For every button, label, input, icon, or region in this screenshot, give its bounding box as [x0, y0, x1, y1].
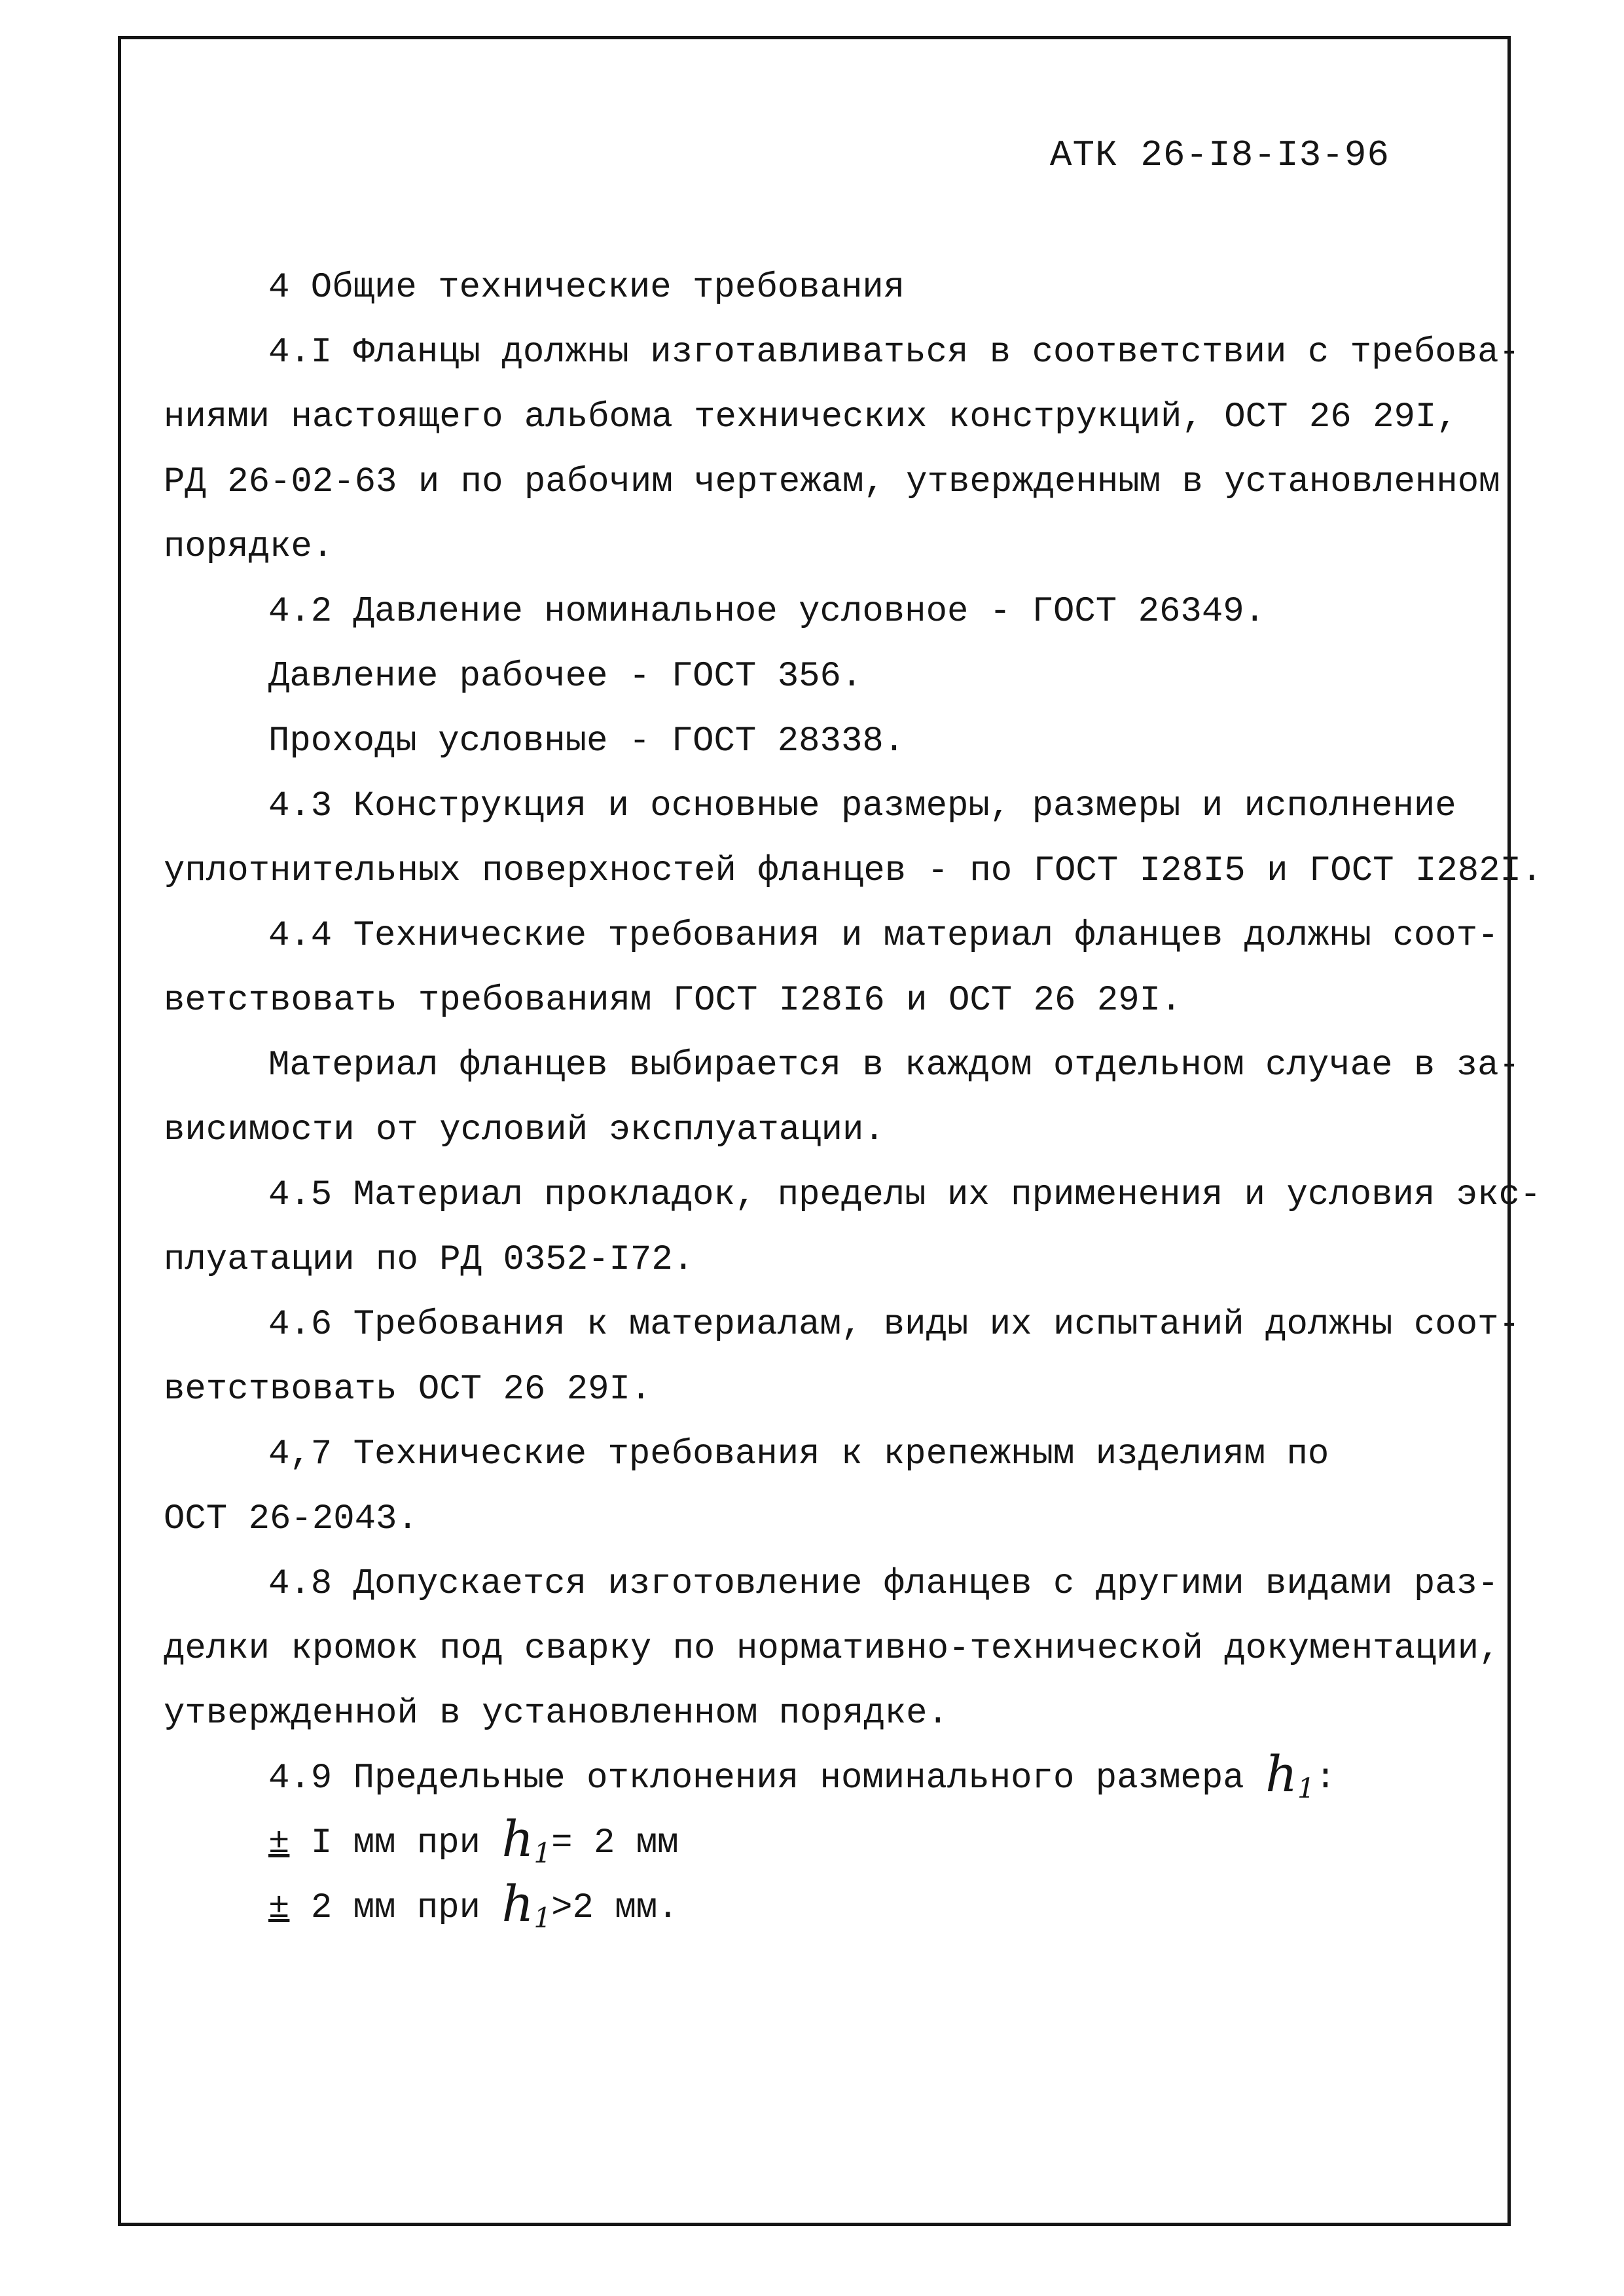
paragraph-line: 4.I Фланцы должны изготавливаться в соответствии с требова-: [268, 333, 1520, 373]
handwritten-h1-symbol: $h_1$: [501, 1874, 552, 1934]
paragraph-line: утвержденной в установленном порядке.: [164, 1694, 948, 1734]
paragraph-line: порядке.: [164, 527, 334, 567]
paragraph-line: 4.4 Технические требования и материал фланцев должны соот-: [268, 916, 1499, 956]
paragraph-text: 4.9 Предельные отклонения номинального размера: [268, 1758, 1244, 1798]
page-frame: [118, 36, 1543, 2226]
paragraph-line: Давление рабочее - ГОСТ 356.: [268, 657, 863, 697]
paragraph-line: 4,7 Технические требования к крепежным изделиям по: [268, 1434, 1329, 1474]
tolerance-line-2: [164, 1876, 1479, 1941]
paragraph-line: ОСТ 26-2043.: [164, 1499, 418, 1539]
paragraph-line: Проходы условные - ГОСТ 28338.: [268, 721, 905, 761]
plus-minus-sign: ±: [268, 1823, 290, 1863]
paragraph-line: РД 26-02-63 и по рабочим чертежам, утвержденным в установленном: [164, 462, 1500, 502]
colon: :: [1314, 1758, 1337, 1798]
paragraph-line: делки кромок под сварку по нормативно-технической документации,: [164, 1629, 1500, 1669]
document-code: АТК 26-I8-I3-96: [1049, 134, 1390, 176]
paragraph-line: 4.2 Давление номинальное условное - ГОСТ 26349.: [268, 592, 1266, 632]
paragraph-line: 4.5 Материал прокладок, пределы их применения и условия экс-: [268, 1175, 1542, 1215]
paragraph-line: ветствовать ОСТ 26 29I.: [164, 1370, 652, 1410]
paragraph-line: уплотнительных поверхностей фланцев - по ГОСТ I28I5 и ГОСТ I282I.: [164, 851, 1543, 891]
section-heading: 4 Общие технические требования: [268, 268, 905, 308]
tolerance-text: I мм при: [310, 1823, 481, 1863]
paragraph-line: ветствовать требованиям ГОСТ I28I6 и ОСТ 26 29I.: [164, 981, 1182, 1021]
handwritten-h1-symbol: $h_1$: [1265, 1745, 1315, 1804]
tolerance-value: = 2 мм: [551, 1823, 679, 1863]
tolerance-text: 2 мм при: [310, 1888, 481, 1928]
plus-minus-sign: ±: [268, 1888, 290, 1928]
document-body: [164, 255, 1543, 1941]
paragraph-4-9: [164, 1746, 1479, 1811]
tolerance-line-1: [164, 1811, 1479, 1876]
tolerance-value: >2 мм.: [551, 1888, 679, 1928]
paragraph-line: ниями настоящего альбома технических конструкций, ОСТ 26 29I,: [164, 397, 1458, 437]
paragraph-line: 4.8 Допускается изготовление фланцев с другими видами раз-: [268, 1564, 1499, 1604]
handwritten-h1-symbol: $h_1$: [501, 1810, 552, 1869]
paragraph-line: Материал фланцев выбирается в каждом отдельном случае в за-: [268, 1046, 1520, 1085]
paragraph-line: висимости от условий эксплуатации.: [164, 1110, 885, 1150]
paragraph-line: 4.6 Требования к материалам, виды их испытаний должны соот-: [268, 1305, 1520, 1345]
paragraph-line: 4.3 Конструкция и основные размеры, размеры и исполнение: [268, 786, 1456, 826]
paragraph-line: плуатации по РД 0352-I72.: [164, 1240, 695, 1280]
